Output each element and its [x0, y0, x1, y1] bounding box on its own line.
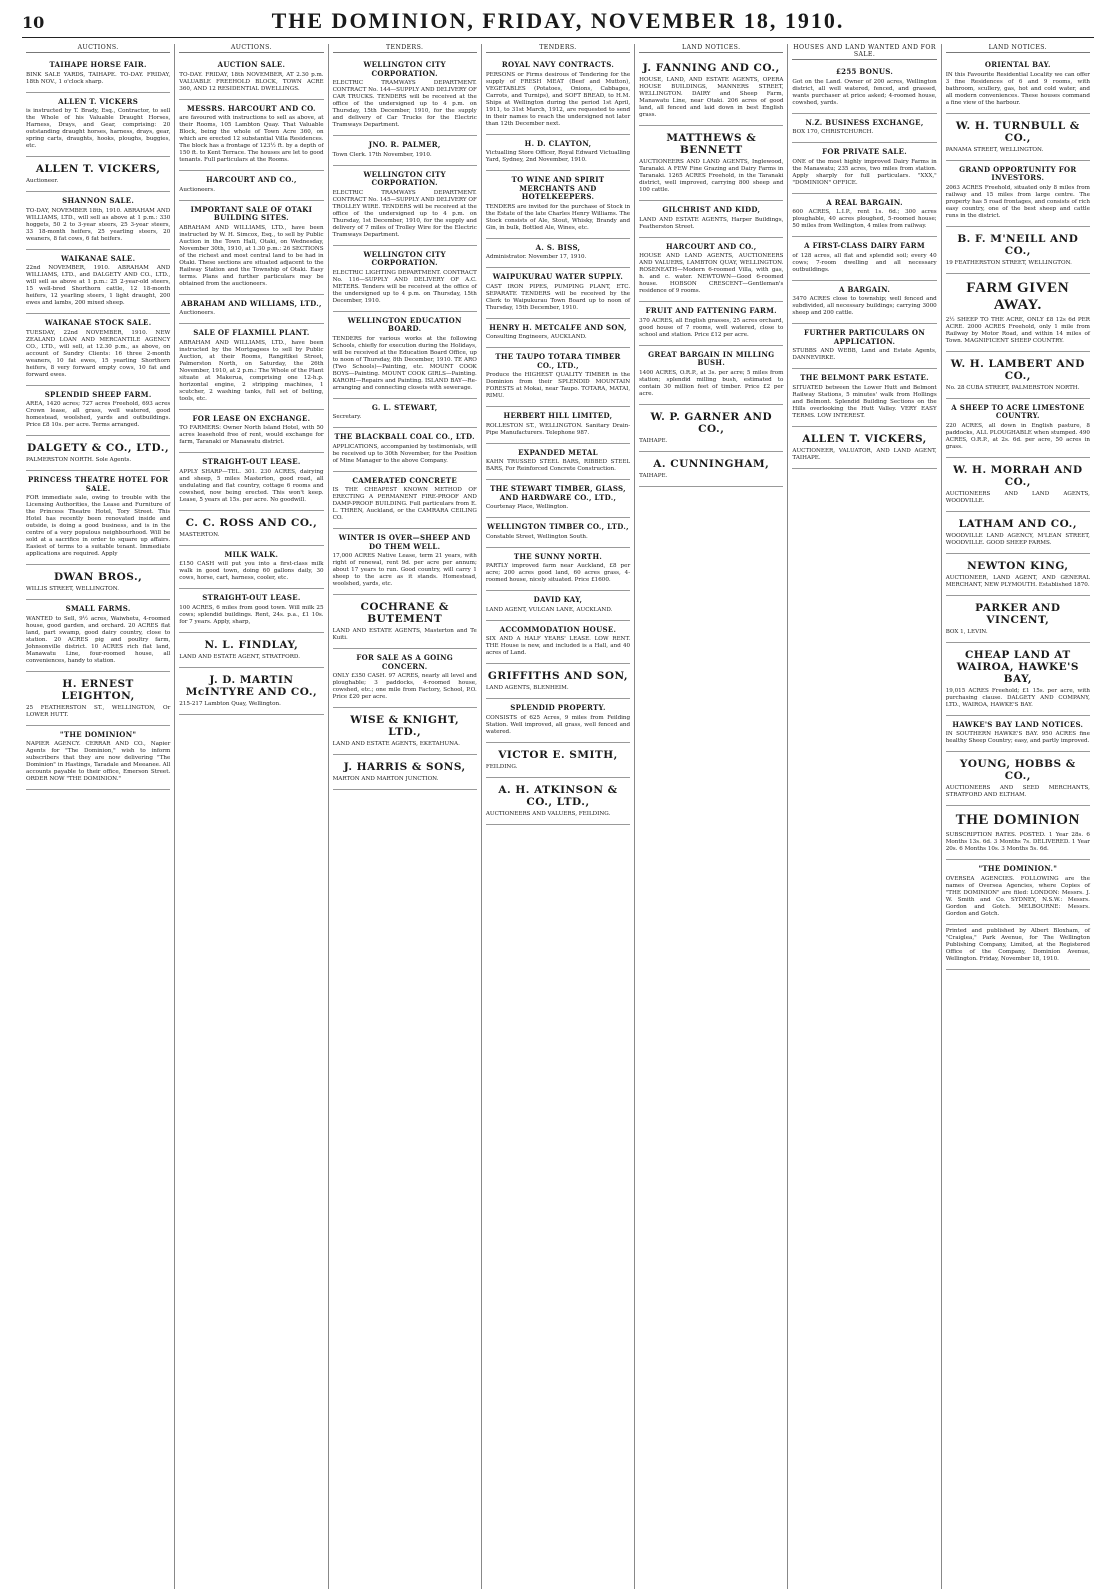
ad-heading: DALGETY & CO., LTD.,: [27, 442, 170, 454]
advertisement: [486, 348, 630, 407]
advertisement: [946, 806, 1090, 860]
ad-heading: WAIKANAE SALE.: [60, 253, 136, 263]
ad-heading: THE STEWART TIMBER, GLASS, AND HARDWARE CO., LTD.,: [490, 484, 626, 502]
ad-heading: A SHEEP TO ACRE LIMESTONE COUNTRY.: [951, 402, 1085, 420]
ad-body: Produce the HIGHEST QUALITY TIMBER in the Dominion from their SPLENDID MOUNTAIN FORESTS at Mokai, near Taupo. TOTARA, MATAI, RIMU.: [485, 372, 631, 399]
advertisement: [26, 672, 170, 726]
ad-body: LAND AND ESTATE AGENTS, Harper Buildings, Featherston Street.: [639, 216, 784, 230]
ad-body: SIX AND A HALF YEARS' LEASE. LOW RENT. THE House is new, and included is a Hall, and 40 acres of Land.: [485, 636, 631, 656]
advertisement: [333, 399, 477, 429]
advertisement: [333, 529, 477, 595]
advertisement: [946, 458, 1090, 512]
ad-heading: WISE & KNIGHT, LTD.,: [350, 714, 460, 738]
advertisement: [946, 643, 1090, 716]
ad-body: BOX 1, LEVIN.: [945, 628, 988, 635]
section-heading: HOUSES AND LAND WANTED AND FOR SALE.: [793, 44, 936, 58]
ad-body: ELECTRIC LIGHTING DEPARTMENT. CONTRACT No. 116—SUPPLY AND DELIVERY OF A.C. METERS. Tenders will be received at the office of the undersigned up to 4 p.m. on Thursday, 15th December, 1910.: [332, 269, 477, 304]
advertisement: [946, 596, 1090, 643]
ad-heading: GREAT BARGAIN IN MILLING BUSH.: [648, 349, 775, 367]
ad-body: ABRAHAM AND WILLIAMS, LTD., have been instructed by W. H. Simcox, Esq., to sell by Public Auction in the Town Hall, Otaki, on Wednesday, November 30th, 1910, at 1.30 p.m.: 26 SECTIONS of the richest and most central land to be had in Otaki. These sections are situated adjacent to the Railway Station and the Township of Otaki. Easy terms. Plans and further particulars may be obtained from the auctioneers.: [179, 224, 324, 287]
ad-body: PANAMA STREET, WELLINGTON.: [945, 146, 1044, 153]
ad-body: of 128 acres, all flat and splendid soil; every 40 cows; 7-room dwelling and all necessary outbuildings.: [792, 252, 937, 273]
ad-body: SUBSCRIPTION RATES. POSTED. 1 Year 28s. 6 Months 13s. 6d. 3 Months 7s. DELIVERED. 1 Year 20s. 6 Months 10s. 3 Months 5s. 6d.: [945, 832, 1090, 852]
advertisement: [792, 114, 936, 144]
advertisement: [179, 668, 323, 715]
ad-heading: A. CUNNINGHAM,: [653, 457, 770, 470]
advertisement: [639, 346, 783, 405]
ad-heading: THE DOMINION: [955, 812, 1080, 828]
ad-body: NAPIER AGENCY. CERRAR AND CO., Napier Agents for "The Dominion," wish to inform subscribers that they are now delivering "The Dominion" in Hastings, Taradale and Meeanee. All accounts payable to their office, Emerson Street. ORDER NOW "THE DOMINION.": [26, 741, 171, 782]
ad-heading: H. D. CLAYTON,: [524, 138, 592, 148]
advertisement: [946, 399, 1090, 458]
advertisement: [179, 511, 323, 546]
ad-heading: HARCOURT AND CO.,: [665, 241, 757, 251]
ad-heading: WELLINGTON CITY CORPORATION.: [363, 60, 446, 78]
ad-body: Constable Street, Wellington South.: [485, 533, 588, 540]
ad-body: AREA, 1420 acres; 727 acres Freehold, 693 acres Crown lease, all grass, well watered, good homestead, woolshed, yards and outbuildings. Price £8 10s. per acre. Terms arranged.: [26, 401, 171, 428]
ad-body: CAST IRON PIPES, PUMPING PLANT, ETC. SEPARATE TENDERS will be received by the Clerk to Waipukurau Town Board up to noon of Thursday, 15th December, 1910.: [485, 283, 631, 311]
ad-body: No. 28 CUBA STREET, PALMERSTON NORTH.: [945, 384, 1080, 391]
ad-body: TUESDAY, 22nd NOVEMBER, 1910. NEW ZEALAND LOAN AND MERCANTILE AGENCY CO., LTD., will sell, at 12.30 p.m., as above, on account of Sundry Clients: 16 three 2-month weaners, 10 fat ewes, 15 yearling Shorthorn heifers, 8 very forward empty cows, 10 fat and forward ewes.: [26, 329, 171, 378]
advertisement: [792, 194, 936, 238]
ad-heading: LATHAM AND CO.,: [958, 517, 1077, 530]
ad-body: AUCTIONEER, LAND AGENT, AND GENERAL MERCHANT, NEW PLYMOUTH. Established 1870.: [945, 574, 1090, 588]
advertisement: [486, 518, 630, 548]
advertisement: [26, 250, 170, 315]
ad-body: 25 FEATHERSTON ST., WELLINGTON, Or LOWER HUTT.: [26, 704, 171, 718]
ad-heading: W. H. LAMBERT AND CO.,: [950, 357, 1085, 382]
ad-heading: SPLENDID PROPERTY.: [510, 703, 606, 712]
advertisement: [792, 63, 936, 114]
ad-body: 2½ SHEEP TO THE ACRE, ONLY £8 12s 6d PER ACRE. 2000 ACRES Freehold, only 1 mile from Railway by Motor Road, and within 14 miles of Town. MAGNIFICENT SHEEP COUNTRY.: [945, 316, 1090, 344]
ad-body: 1400 ACRES, O.R.P., at 3s. per acre; 5 miles from station; splendid milling bush, estimated to contain 30 million feet of timber. Price £2 per acre.: [639, 369, 784, 397]
ad-body: ONE of the most highly improved Dairy Farms in the Manawatu; 235 acres, two miles from station. Apply sharply for full particulars. "XXX," "DOMINION" OFFICE.: [792, 158, 937, 186]
ad-heading: FOR LEASE ON EXCHANGE.: [192, 413, 311, 423]
ad-body: £150 CASH will put you into a first-class milk walk in good town, doing 60 gallons daily, 30 cows, horse, cart, harness, cooler, etc.: [179, 561, 324, 581]
ad-heading: W. P. GARNER AND CO.,: [650, 410, 773, 435]
advertisement: [333, 755, 477, 790]
ad-body: HOUSE, LAND, AND ESTATE AGENTS, OPERA HOUSE BUILDINGS, MANNERS STREET, WELLINGTON. DAIRY and Sheep Farm, Manawatu Line, near Otaki. 206 acres of good land, all fenced and laid down in best English grass.: [639, 77, 784, 118]
ad-heading: GILCHRIST AND KIDD,: [662, 205, 761, 214]
ad-body: OVERSEA AGENCIES. FOLLOWING are the names of Oversea Agencies, where Copies of "THE DOMINION" are filed: LONDON: Messrs. J. W. Smith and Co. SYDNEY, N.S.W.: Messrs. Gordon and Gotch. MELBOURNE: Messrs. Gordon and Gotch.: [945, 875, 1090, 917]
section-heading: TENDERS.: [486, 44, 630, 53]
ad-heading: THE SUNNY NORTH.: [513, 551, 603, 561]
ad-body: 600 ACRES, L.I.P., rent 1s. 6d.; 300 acres ploughable, 40 acres ploughed, 5-roomed house; 50 miles from Wellington, 4 miles from railway.: [792, 209, 937, 229]
ad-heading: HAWKE'S BAY LAND NOTICES.: [952, 719, 1084, 729]
advertisement: [179, 633, 323, 668]
section-heading: AUCTIONS.: [26, 44, 170, 53]
advertisement: [792, 281, 936, 325]
advertisement: [333, 246, 477, 312]
ad-body: TO FARMERS: Owner North Island Hotel, with 50 acres leasehold free of rent, would exchange for farm, Taranaki or Manawatu district.: [179, 425, 324, 445]
ad-heading: SHANNON SALE.: [62, 196, 135, 205]
advertisement: [792, 237, 936, 281]
advertisement: [792, 369, 936, 427]
advertisement: [179, 546, 323, 590]
advertisement: [946, 227, 1090, 274]
advertisement: [792, 324, 936, 369]
ad-body: 220 ACRES, all down in English pasture, 8 paddocks, ALL PLOUGHABLE when stumped. 490 ACRES, O.R.P., at 2s. 6d. per acre, 50 acres in grass.: [945, 422, 1090, 450]
advertisement: [639, 126, 783, 201]
ad-heading: J. FANNING AND CO.,: [642, 62, 780, 74]
ad-heading: VICTOR E. SMITH,: [498, 748, 618, 761]
ad-heading: STRAIGHT-OUT LEASE.: [202, 457, 301, 466]
advertisement: [486, 548, 630, 592]
ad-body: LAND AND ESTATE AGENT, STRATFORD.: [179, 653, 300, 660]
advertisement: [26, 56, 170, 93]
advertisement: [179, 100, 323, 172]
advertisement: [486, 743, 630, 778]
ad-body: CONSISTS of 625 Acres, 9 miles from Feilding Station. Well improved, all grass, well fenced and watered.: [485, 714, 631, 735]
ad-body: TAIHAPE.: [639, 472, 668, 479]
advertisement: [639, 452, 783, 487]
ad-heading: WINTER IS OVER—SHEEP AND DO THEM WELL.: [338, 533, 471, 551]
ad-heading: ORIENTAL BAY.: [984, 60, 1051, 69]
advertisement: [26, 600, 170, 672]
ad-body: TO-DAY, NOVEMBER 18th, 1910. ABRAHAM AND WILLIAMS, LTD., will sell as above at 1 p.m.: 330 hoggets, 50 2 to 3-year steers, 25 3-year steers, 33 18-month heifers, 25 yearling steers, 20 weaners, 8 fat cows, 6 fat heifers.: [26, 207, 171, 242]
section-heading: LAND NOTICES.: [946, 44, 1090, 53]
advertisement: [486, 239, 630, 269]
advertisement: [486, 621, 630, 665]
ad-heading: A BARGAIN.: [838, 284, 891, 294]
ad-body: SITUATED between the Lower Hutt and Belmont Railway Stations, 5 minutes' walk from Hollings and Belmont. Splendid Building Sections on the Hills overlooking the Hutt Valley. VERY EASY TERMS. LOW INTEREST.: [792, 384, 937, 419]
advertisement: [486, 407, 630, 444]
advertisement: [333, 312, 477, 399]
ad-body: 215-217 Lambton Quay, Wellington.: [179, 700, 281, 707]
advertisement: [486, 135, 630, 172]
column-7: [942, 44, 1094, 1589]
ad-body: LAND AND ESTATE AGENTS, EKETAHUNA.: [332, 741, 460, 747]
ad-body: 3470 ACRES close to township; well fenced and subdivided, all necessary buildings; carrying 3000 sheep and 200 cattle.: [792, 296, 937, 316]
advertisement: [946, 161, 1090, 227]
ad-heading: WELLINGTON CITY CORPORATION.: [363, 249, 446, 267]
advertisement: [26, 192, 170, 250]
column-3: [329, 44, 482, 1589]
advertisement: [946, 925, 1090, 970]
ad-heading: TO WINE AND SPIRIT MERCHANTS AND HOTELKEEPERS.: [511, 175, 605, 201]
ad-heading: WAIPUKURAU WATER SUPPLY.: [492, 272, 624, 281]
advertisement: [946, 512, 1090, 554]
ad-heading: GRIFFITHS AND SON,: [487, 670, 629, 682]
advertisement: [486, 171, 630, 239]
ad-body: STUBBS AND WEBB, Land and Estate Agents, DANNEVIRKE.: [792, 348, 937, 361]
ad-heading: A. H. ATKINSON & CO., LTD.,: [498, 783, 618, 808]
page-number: 10: [22, 13, 45, 32]
ad-body: 2063 ACRES Freehold, situated only 8 miles from railway and 15 miles from large centre. The property has 5 road frontages, and consists of rich easy country, one of the best sheep and cattle runs in the district.: [945, 184, 1090, 219]
advertisement: [946, 56, 1090, 114]
ad-body: 17,000 ACRES Native Lease, term 21 years, with right of renewal, rent 9d. per acre per annum; about 17 years to run. Good country, will carry 1 sheep to the acre as it stands. Homestead, woolshed, yards, etc.: [332, 553, 477, 587]
ad-heading: C. C. ROSS AND CO.,: [185, 516, 318, 529]
ad-body: WANTED to Sell, 9½ acres, Waiwhetu, 4-roomed house, good garden, and orchard. 20 ACRES flat land, part swamp, good dairy country, close to station. 20 ACRES pig and poultry farm, Johnsonville district. 10 ACRES rich flat land, Manawatu Line, four-roomed house, all conveniences, handy to station.: [26, 615, 171, 664]
ad-heading: H. ERNEST LEIGHTON,: [61, 677, 135, 702]
ad-heading: N.Z. BUSINESS EXCHANGE,: [805, 117, 924, 127]
ad-body: 100 ACRES, 6 miles from good town. Will milk 25 cows; splendid buildings. Rent, 24s. p.a., £1 10s. for 7 years. Apply, sharp,: [179, 604, 324, 625]
advertisement: [179, 453, 323, 511]
advertisement: [333, 472, 477, 530]
ad-body: AUCTIONEERS AND LAND AGENTS, Inglewood, Taranaki. A FEW Fine Grazing and Dairy Farms in Taranaki. 1265 ACRES Freehold, in the Taranaki district, well improved, carrying 800 sheep and 100 cattle.: [639, 159, 784, 193]
ad-body: ABRAHAM AND WILLIAMS, LTD., have been instructed by the Mortgagees to sell by Public Auction, at their Rooms, Rangitikei Street, Palmerston North, on Saturday, the 26th November, 1910, at 2 p.m.: The Whole of the Plant situate at Makerua, comprising one 12-h.p. horizontal engine, 2 stripping machines, 1 scutcher, 2 washing tanks, full set of belting, tools, etc.: [179, 339, 324, 402]
ad-heading: MATTHEWS & BENNETT: [666, 132, 757, 156]
advertisement: [639, 56, 783, 126]
ad-body: TENDERS for various works at the following Schools, chiefly for execution during the Holidays, will be received at the Education Board Office, up to noon of Thursday, 8th December, 1910. TE ARO (Two Schools)—Painting, etc. MOUNT COOK BOYS—Painting. MOUNT COOK GIRLS—Painting. KARORI—Repairs and Painting. ISLAND BAY—Re-arranging and connecting closets with sewerage.: [332, 335, 477, 391]
masthead: [22, 8, 1094, 38]
column-5: [635, 44, 788, 1589]
ad-heading: ALLEN T. VICKERS,: [802, 432, 927, 445]
ad-heading: ACCOMMODATION HOUSE.: [499, 624, 617, 634]
ad-body: AUCTIONEERS AND SEED MERCHANTS, STRATFORD AND ELTHAM.: [945, 785, 1090, 798]
ad-body: 22nd NOVEMBER, 1910. ABRAHAM AND WILLIAMS, LTD., and DALGETY AND CO., LTD., will sell as above at 1 p.m.: 25 2-year-old steers, 15 well-bred Shorthorn cattle, 12 18-month heifers, 12 yearling steers, 1 light draught, 200 ewes and lambs, 200 mixed sheep.: [26, 265, 171, 306]
ad-body: ELECTRIC TRAMWAYS DEPARTMENT. CONTRACT No. 145—SUPPLY AND DELIVERY OF TROLLEY WIRE. TENDERS will be received at the office of the undersigned up to 4 p.m. on Thursday, 1st December, 1910, for the supply and delivery of 7 miles of Trolley Wire for the Electric Tramways Department.: [332, 189, 477, 238]
ad-body: TO-DAY. FRIDAY, 18th NOVEMBER, AT 2.30 p.m. VALUABLE FREEHOLD BLOCK, TOWN ACRE 360, AND 12 RESIDENTIAL DWELLINGS.: [179, 71, 324, 92]
ad-body: LAND AGENT, VULCAN LANE, AUCKLAND.: [485, 606, 613, 613]
advertisement: [333, 136, 477, 166]
ad-body: IN this Favourite Residential Locality we can offer 3 fine Residences of 6 and 9 rooms, with bathroom, scullery, gas, hot and cold water, and all modern conveniences. These houses command a fine view of the harbour.: [945, 71, 1090, 106]
ad-heading: JNO. R. PALMER,: [368, 140, 441, 149]
ad-heading: TAIHAPE HORSE FAIR.: [49, 60, 147, 69]
ad-heading: HARCOURT AND CO.,: [206, 175, 297, 184]
ad-heading: CHEAP LAND AT WAIROA, HAWKE'S BAY,: [956, 648, 1079, 685]
ad-heading: SPLENDID SHEEP FARM.: [44, 389, 152, 399]
advertisement: [486, 699, 630, 743]
advertisement: [946, 554, 1090, 596]
ad-heading: WAIKANAE STOCK SALE.: [44, 318, 152, 327]
ad-heading: £255 BONUS.: [835, 67, 894, 76]
ad-heading: A FIRST-CLASS DAIRY FARM: [804, 241, 925, 250]
column-2: [175, 44, 328, 1589]
ad-body: Administrator. November 17, 1910.: [485, 254, 587, 260]
ad-heading: A REAL BARGAIN.: [826, 197, 903, 207]
ad-body: APPLICATIONS, accompanied by testimonials, will be received up to 30th November, for the Position of Mine Manager to the above Company.: [332, 443, 477, 464]
ad-heading: HERBERT HILL LIMITED,: [503, 411, 613, 420]
advertisement: [26, 157, 170, 192]
ad-heading: YOUNG, HOBBS & CO.,: [959, 758, 1076, 782]
ad-body: IN SOUTHERN HAWKE'S BAY. 950 ACRES fine healthy Sheep Country; easy, and partly improved.: [945, 731, 1090, 744]
ad-body: 19 FEATHERSTON STREET, WELLINGTON.: [945, 259, 1072, 266]
ad-body: HOUSE AND LAND AGENTS, AUCTIONEERS AND VALUERS, LAMBTON QUAY, WELLINGTON. ROSENEATH—Modern 6-roomed Villa, with gas, h. and c. water. NEWTOWN—Good 6-roomed house. HOBSON CRESCENT—Gentleman's residence of 9 rooms.: [639, 253, 784, 294]
section-heading: AUCTIONS.: [179, 44, 323, 53]
ad-body: are favoured with instructions to sell as above, at their Rooms, 105 Lambton Quay. That Valuable Block, being the whole of Town Acre 360, on which are erected 12 substantial Villa Residences. The block has a frontage of 123½ ft. by a depth of 150 ft. to Kent Terrace. The houses are let to good tenants. Full particulars at the Rooms.: [179, 115, 324, 163]
advertisement: [179, 589, 323, 633]
advertisement: [179, 201, 323, 295]
ad-heading: FARM GIVEN AWAY.: [966, 279, 1070, 313]
ad-body: 19,015 ACRES Freehold; £1 15s. per acre, with purchasing clause. DALGETY AND COMPANY, LTD., WAIROA, HAWKE'S BAY.: [945, 687, 1090, 708]
ad-heading: ALLEN T. VICKERS: [58, 96, 139, 106]
ad-body: Printed and published by Albert Bloxham, of "Craiglea," Park Avenue, for The Wellington Publishing Company, Limited, at the Registered Office of the Company, Dominion Avenue, Wellington. Friday, November 18, 1910.: [945, 927, 1090, 962]
ad-heading: ALLEN T. VICKERS,: [35, 163, 161, 175]
ad-body: Town Clerk. 17th November, 1910.: [332, 151, 432, 158]
ad-heading: ROYAL NAVY CONTRACTS.: [501, 60, 615, 69]
ad-heading: SMALL FARMS.: [65, 604, 131, 613]
ad-body: Auctioneers.: [179, 310, 216, 316]
column-4: [482, 44, 635, 1589]
ad-heading: PARKER AND VINCENT,: [975, 601, 1061, 626]
advertisement: [639, 238, 783, 303]
advertisement: [179, 171, 323, 201]
ad-heading: FOR SALE AS A GOING CONCERN.: [356, 653, 454, 671]
ad-heading: AUCTION SALE.: [217, 60, 286, 69]
ad-heading: WELLINGTON EDUCATION BOARD.: [347, 315, 462, 333]
ad-body: Auctioneers.: [179, 186, 216, 193]
ad-heading: FRUIT AND FATTENING FARM.: [645, 306, 777, 315]
ad-heading: COCHRANE & BUTEMENT: [360, 601, 449, 625]
ad-heading: N. L. FINDLAY,: [204, 638, 299, 651]
column-6: [788, 44, 941, 1589]
ad-heading: NEWTON KING,: [967, 559, 1069, 572]
ad-heading: STRAIGHT-OUT LEASE.: [202, 593, 301, 602]
advertisement: [179, 324, 323, 410]
ad-body: 370 ACRES, all English grasses, 25 acres orchard, good house of 7 rooms, well watered, close to school and station. Price £12 per acre.: [639, 317, 784, 338]
ad-body: KAHN TRUSSED STEEL BARS, RIBBED STEEL BARS, For Reinforced Concrete Construction.: [485, 459, 631, 472]
advertisement: [639, 405, 783, 452]
advertisement: [333, 166, 477, 246]
ad-body: ONLY £350 CASH. 97 ACRES, nearly all level and ploughable; 3 paddocks, 4-roomed house, cowshed, etc.; one mile from Factory, School, P.O. Price £20 per acre.: [332, 673, 477, 700]
advertisement: [179, 410, 323, 454]
advertisement: [946, 860, 1090, 925]
ad-heading: THE BELMONT PARK ESTATE.: [800, 373, 929, 382]
ad-body: TENDERS are invited for the purchase of Stock in the Estate of the late Charles Henry Williams. The Stock consists of Ale, Stout, Whisky, Brandy and Gin, in bulk, Bottled Ale, Wines, etc.: [485, 203, 631, 231]
advertisement: [26, 386, 170, 437]
advertisement: [333, 428, 477, 472]
ad-body: APPLY SHARP—TEL. 301. 230 ACRES, dairying and sheep, 5 miles Masterton, good road, all undulating and flat country, cottage 6 rooms and cowshed, now being erected. This won't keep. Lease, 5 years at 15s. per acre. No goodwill.: [179, 468, 324, 503]
advertisement: [946, 114, 1090, 161]
advertisement: [486, 56, 630, 135]
ad-heading: G. L. STEWART,: [371, 402, 438, 412]
ad-heading: W. H. TURNBULL & CO.,: [955, 119, 1080, 144]
advertisement: [486, 319, 630, 349]
advertisement: [639, 201, 783, 238]
ad-heading: J. HARRIS & SONS,: [343, 761, 466, 773]
ad-heading: J. D. MARTIN McINTYRE AND CO.,: [185, 673, 318, 698]
section-heading: LAND NOTICES.: [639, 44, 783, 53]
ad-body: Courtenay Place, Wellington.: [485, 504, 569, 510]
columns: [22, 44, 1094, 1589]
ad-body: IS THE CHEAPEST KNOWN METHOD OF ERECTING A PERMANENT FIRE-PROOF AND DAMP-PROOF BUILDING. Full particulars from E. L. THREN, Auckland, or the CAMRARA CEILING CO.: [332, 487, 477, 521]
ad-heading: IMPORTANT SALE OF OTAKI BUILDING SITES.: [190, 204, 313, 222]
ad-body: FEILDING.: [485, 763, 518, 770]
ad-heading: A. S. BISS,: [535, 242, 581, 252]
advertisement: [333, 649, 477, 708]
ad-body: FOR immediate sale, owing to trouble with the Licensing Authorities, the Lease and Furniture of the Princess Theatre Hotel, Tory Street. This Hotel has recently been renovated inside and outside, is doing a good business, and is in the centre of a very populous neighbourhood. Will be sold at a sacrifice in order to square up affairs. Easiest of terms to a suitable tenant. Immediate applications are required. Apply: [26, 495, 171, 557]
advertisement: [486, 778, 630, 825]
ad-body: WILLIS STREET, WELLINGTON.: [26, 586, 120, 592]
advertisement: [792, 143, 936, 194]
advertisement: [179, 295, 323, 325]
ad-heading: "THE DOMINION": [59, 729, 137, 739]
advertisement: [26, 565, 170, 600]
ad-body: AUCTIONEERS AND VALUERS, FEILDING.: [485, 810, 611, 817]
page-title: THE DOMINION, FRIDAY, NOVEMBER 18, 1910.: [271, 8, 845, 33]
advertisement: [26, 314, 170, 386]
advertisement: [26, 471, 170, 565]
ad-body: ROLLESTON ST., WELLINGTON. Sanitary Drain-Pipe Manufacturers. Telephone 987.: [485, 422, 631, 436]
advertisement: [486, 480, 630, 518]
advertisement: [26, 436, 170, 471]
advertisement: [26, 93, 170, 158]
advertisement: [486, 444, 630, 481]
ad-heading: DWAN BROS.,: [53, 571, 143, 583]
ad-body: MARTON AND MARTON JUNCTION.: [332, 776, 439, 782]
ad-body: BINK SALE YARDS, TAIHAPE. TO-DAY. FRIDAY, 18th NOV., 1 o'clock sharp.: [26, 71, 171, 85]
advertisement: [333, 56, 477, 136]
ad-heading: ABRAHAM AND WILLIAMS, LTD.,: [181, 298, 322, 308]
ad-body: Victualling Store Officer, Royal Edward Victualling Yard, Sydney, 2nd November, 1910.: [485, 150, 631, 163]
advertisement: [792, 427, 936, 469]
column-1: [22, 44, 175, 1589]
advertisement: [333, 708, 477, 755]
advertisement: [946, 752, 1090, 806]
ad-body: Auctioneer.: [26, 178, 59, 184]
ad-heading: B. F. M'NEILL AND CO.,: [957, 232, 1079, 257]
advertisement: [946, 352, 1090, 399]
advertisement: [639, 302, 783, 346]
ad-body: AUCTIONEER, VALUATOR, AND LAND AGENT, TAIHAPE.: [792, 447, 937, 461]
ad-body: BOX 170, CHRISTCHURCH.: [792, 129, 874, 135]
advertisement: [486, 591, 630, 621]
ad-body: PALMERSTON NORTH. Sole Agents.: [26, 457, 132, 463]
ad-heading: WELLINGTON CITY CORPORATION.: [363, 169, 446, 187]
advertisement: [486, 268, 630, 319]
ad-body: is instructed by T. Brady, Esq., Contractor, to sell the Whole of his Valuable Draught Horses, Harness, Drays, and Gear, comprising: 20 outstanding draught horses, harness, drays, gear, spring carts, draughts, hooks, ploughs, buggies, etc.: [26, 108, 171, 149]
advertisement: [333, 595, 477, 649]
ad-heading: DAVID KAY,: [533, 595, 583, 604]
ad-body: ELECTRIC TRAMWAYS DEPARTMENT. CONTRACT No. 144—SUPPLY AND DELIVERY OF CAR TRUCKS. TENDERS will be received at the office of the undersigned up to 4 p.m. on Thursday, 15th December, 1910, for the supply and delivery of Car Trucks for the Electric Tramways Department.: [332, 80, 477, 128]
ad-heading: HENRY H. METCALFE AND SON,: [489, 322, 627, 332]
ad-body: MASTERTON.: [179, 531, 220, 538]
ad-body: Got on the Land. Owner of 200 acres, Wellington district, all well watered, fenced, and grassed, wants purchaser at price asked; 4-roomed house, cowshed, yards.: [792, 78, 937, 106]
advertisement: [179, 56, 323, 100]
ad-heading: MILK WALK.: [224, 549, 279, 559]
ad-body: Consulting Engineers, AUCKLAND.: [485, 334, 587, 340]
ad-body: PARTLY improved farm near Auckland, £8 per acre; 200 acres good land, 60 acres grass, 4-roomed house, nicely situated. Price £1600.: [485, 563, 631, 583]
ad-heading: GRAND OPPORTUNITY FOR INVESTORS.: [959, 164, 1077, 182]
ad-heading: PRINCESS THEATRE HOTEL FOR SALE.: [27, 475, 169, 493]
ad-heading: SALE OF FLAXMILL PLANT.: [193, 328, 310, 337]
advertisement: [946, 274, 1090, 352]
section-heading: TENDERS.: [333, 44, 477, 53]
ad-body: LAND AGENTS, BLENHEIM.: [485, 685, 569, 691]
ad-heading: FOR PRIVATE SALE.: [822, 147, 907, 156]
ad-body: AUCTIONEERS AND LAND AGENTS, WOODVILLE.: [945, 490, 1090, 504]
ad-heading: W. H. MORRAH AND CO.,: [953, 463, 1083, 488]
ad-body: PERSONS or Firms desirous of Tendering for the supply of FRESH MEAT (Beef and Mutton), VEGETABLES (Potatoes, Onions, Cabbages, Carrots, and Turnips), and SOFT BREAD, to H.M. Ships at Wellington during the period 1st April, 1911, to 31st March, 1912, are requested to send in their names to reach the undersigned not later than 12th December next.: [485, 71, 631, 127]
ad-heading: WELLINGTON TIMBER CO., LTD.,: [487, 522, 629, 531]
ad-heading: EXPANDED METAL: [518, 447, 598, 457]
advertisement: [26, 726, 170, 791]
ad-heading: "THE DOMINION.": [978, 864, 1058, 873]
ad-body: Secretary.: [332, 414, 362, 420]
ad-body: TAIHAPE.: [639, 437, 668, 444]
advertisement: [946, 716, 1090, 753]
advertisement: [486, 664, 630, 699]
ad-heading: THE TAUPO TOTARA TIMBER CO., LTD.,: [495, 352, 621, 370]
ad-heading: CAMERATED CONCRETE: [352, 475, 458, 485]
ad-heading: FURTHER PARTICULARS ON APPLICATION.: [804, 328, 926, 346]
ad-heading: THE BLACKBALL COAL CO., LTD.: [334, 432, 475, 441]
ad-body: WOODVILLE LAND AGENCY, M'LEAN STREET, WOODVILLE. GOOD SHEEP FARMS.: [945, 532, 1090, 546]
ad-body: LAND AND ESTATE AGENTS, Masterton and Te Kuiti.: [332, 628, 477, 641]
ad-heading: MESSRS. HARCOURT AND CO.: [187, 103, 316, 113]
